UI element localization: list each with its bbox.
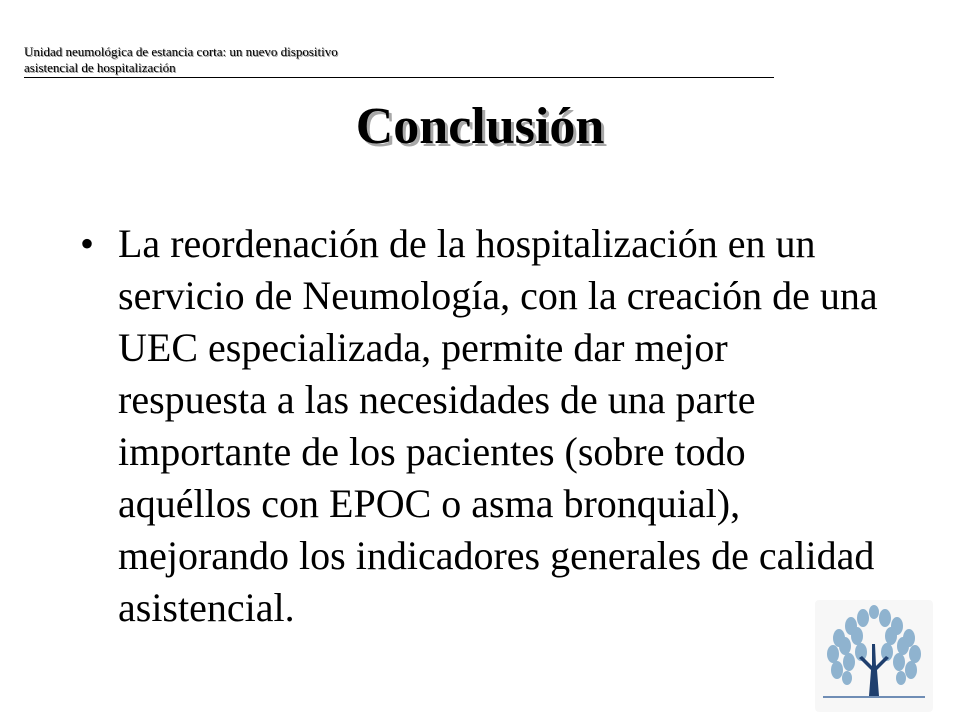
slide-title: Conclusión [355, 98, 605, 155]
header-line-1: Unidad neumológica de estancia corta: un nuevo dispositivo [24, 44, 338, 59]
header [24, 44, 774, 78]
header-line-2: asistencial de hospitalización [24, 60, 176, 75]
bullet-item [80, 218, 880, 634]
bullet-text: La reordenación de la hospitalización en un servicio de Neumología, con la creación de una UEC especializada, permite dar mejor respuesta a las necesidades de una parte importante de los pacientes (sobre todo aquéllos con EPOC o asma bronquial), mejorando los indicadores generales de calidad asistencial. [118, 221, 878, 630]
bullet-marker: • [80, 221, 95, 266]
lung-tree-icon [815, 600, 933, 712]
